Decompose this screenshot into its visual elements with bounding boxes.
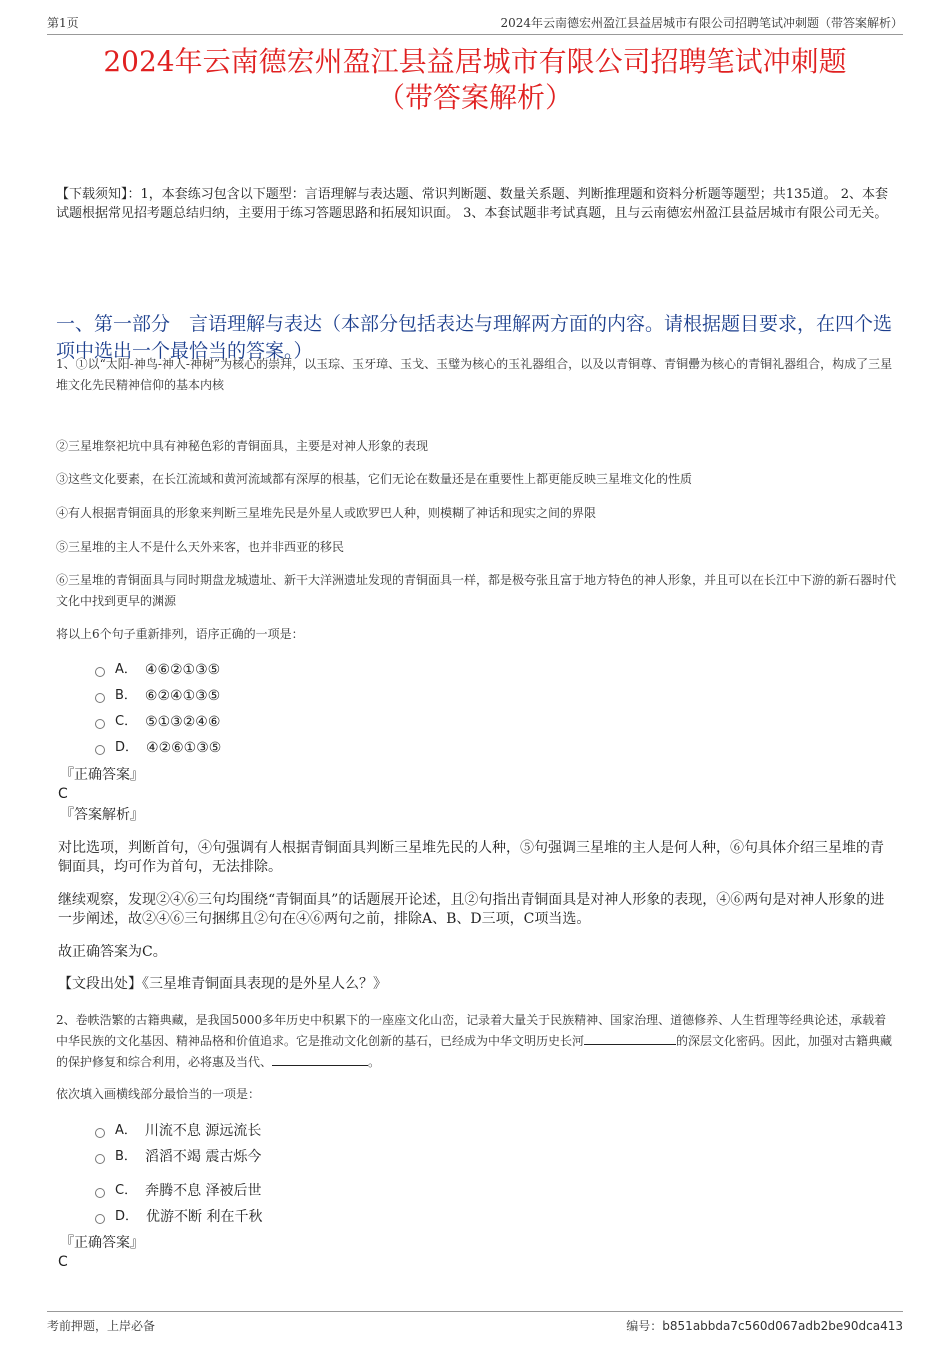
q1-sentence-5: ⑤三星堆的主人不是什么天外来客，也并非西亚的移民 <box>56 540 345 554</box>
q1-explanation-1: 对比选项，判断首句，④句强调有人根据青铜面具判断三星堆先民的人种，⑤句强调三星堆的主人是何人种，⑥句具体介绍三星堆的青铜面具，均可作为首句，无法排除。 <box>58 840 884 875</box>
option-text: ④⑥②①③⑤ <box>144 662 221 678</box>
q2-option-b[interactable] <box>95 1148 261 1166</box>
radio-icon[interactable] <box>95 693 105 703</box>
title-line-2: （带答案解析） <box>376 81 573 114</box>
option-text: 奔腾不息 泽被后世 <box>145 1183 262 1199</box>
radio-icon[interactable] <box>95 667 105 677</box>
option-letter: A． <box>115 1123 137 1138</box>
q1-analysis-label: 『答案解析』 <box>60 807 144 823</box>
page-header <box>47 14 903 35</box>
q1-sentence-3: ③这些文化要素，在长江流域和黄河流域都有深厚的根基，它们无论在数量还是在重要性上都更能反映三星堆文化的性质 <box>56 472 693 486</box>
option-letter: A． <box>115 662 137 677</box>
q1-prompt: 将以上6个句子重新排列，语序正确的一项是： <box>56 627 304 641</box>
option-letter: C． <box>115 714 138 729</box>
q2-stem-part-1: 2、卷帙浩繁的古籍典藏，是我国5000多年历史中积累下的一座座文化山峦，记录着大量关于民族精神、国家治理、道德修养、人生哲理等经典论述，承载着中华民族的文化基因、精神品格和价值追求。它是推动文化创新的基石，已经成为中华文明历史长河 <box>56 1013 887 1048</box>
q2-blank-1 <box>584 1032 676 1045</box>
option-letter: D． <box>115 1209 139 1224</box>
q1-sentence-6: ⑥三星堆的青铜面具与同时期盘龙城遗址、新干大洋洲遗址发现的青铜面具一样，都是极夸张且富于地方特色的神人形象，并且可以在长江中下游的新石器时代文化中找到更早的渊源 <box>56 573 897 608</box>
q1-source: 【文段出处】《三星堆青铜面具表现的是外星人么？》 <box>58 976 387 992</box>
q2-blank-2 <box>272 1053 368 1066</box>
q2-stem <box>56 1010 898 1073</box>
radio-icon[interactable] <box>95 719 105 729</box>
page-footer <box>47 1311 903 1334</box>
q2-stem-part-3: 。 <box>368 1055 381 1069</box>
radio-icon[interactable] <box>95 745 105 755</box>
radio-icon[interactable] <box>95 1128 105 1138</box>
q1-sentence-1: 1、①以“太阳-神鸟-神人-神树”为核心的崇拜，以玉琮、玉牙璋、玉戈、玉璧为核心的玉礼器组合，以及以青铜尊、青铜罍为核心的青铜礼器组合，构成了三星堆文化先民精神信仰的基本内核 <box>56 357 893 392</box>
radio-icon[interactable] <box>95 1188 105 1198</box>
q1-option-d[interactable] <box>95 739 221 757</box>
option-text: 优游不断 利在千秋 <box>146 1209 263 1225</box>
section-heading: 一、第一部分 言语理解与表达（本部分包括表达与理解两方面的内容。请根据题目要求，在四个选项中选出一个最恰当的答案。） <box>56 313 893 362</box>
q2-answer-label: 『正确答案』 <box>60 1235 144 1251</box>
footer-code-label: 编号： <box>626 1319 663 1333</box>
q1-explanation-2: 继续观察，发现②④⑥三句均围绕“青铜面具”的话题展开论述，且②句指出青铜面具是对神人形象的表现，④⑥两句是对神人形象的进一步阐述，故②④⑥三句捆绑且②句在④⑥两句之前，排除A、B、D三项，C项当选。 <box>58 892 885 927</box>
q1-answer-label: 『正确答案』 <box>60 767 144 783</box>
download-notice: 【下载须知】：1，本套练习包含以下题型：言语理解与表达题、常识判断题、数量关系题、判断推理题和资料分析题等题型；共135道。 2、本套试题根据常见招考题总结归纳，主要用于练习答题思路和拓展知识面。 3、本套试题非考试真题，且与云南德宏州盈江县益居城市有限公司无关。 <box>56 187 888 221</box>
option-text: ⑤①③②④⑥ <box>145 714 221 730</box>
q1-sentence-2: ②三星堆祭祀坑中具有神秘色彩的青铜面具，主要是对神人形象的表现 <box>56 439 429 453</box>
option-text: ④②⑥①③⑤ <box>146 740 222 756</box>
q1-explanation-3: 故正确答案为C。 <box>58 944 167 960</box>
footer-code-block <box>626 1317 903 1334</box>
page-number: 第1页 <box>47 16 79 30</box>
q1-option-a[interactable] <box>95 661 220 679</box>
title-line-1: 2024年云南德宏州盈江县益居城市有限公司招聘笔试冲刺题 <box>103 45 847 78</box>
option-letter: B． <box>115 1149 137 1164</box>
q2-option-c[interactable] <box>95 1182 262 1200</box>
option-letter: C． <box>115 1183 138 1198</box>
radio-icon[interactable] <box>95 1154 105 1164</box>
header-doc-title: 2024年云南德宏州盈江县益居城市有限公司招聘笔试冲刺题（带答案解析） <box>500 16 903 30</box>
option-text: 川流不息 源远流长 <box>144 1123 262 1139</box>
q1-option-b[interactable] <box>95 687 220 705</box>
q2-answer: C <box>58 1254 68 1270</box>
radio-icon[interactable] <box>95 1214 105 1224</box>
option-text: 滔滔不竭 震古烁今 <box>144 1149 262 1165</box>
q2-option-d[interactable] <box>95 1208 262 1226</box>
q1-answer: C <box>58 786 68 802</box>
q2-option-a[interactable] <box>95 1122 261 1140</box>
option-letter: B． <box>115 688 137 703</box>
q1-option-c[interactable] <box>95 713 220 731</box>
option-letter: D． <box>115 740 139 755</box>
option-text: ⑥②④①③⑤ <box>144 688 221 704</box>
q2-prompt: 依次填入画横线部分最恰当的一项是： <box>56 1087 261 1101</box>
q1-sentence-4: ④有人根据青铜面具的形象来判断三星堆先民是外星人或欧罗巴人种，则模糊了神话和现实之间的界限 <box>56 506 597 520</box>
footer-code: b851abbda7c560d067adb2be90dca413 <box>662 1319 903 1333</box>
footer-slogan: 考前押题，上岸必备 <box>47 1319 156 1333</box>
document-title <box>40 44 910 116</box>
q2-stem-part-2: 的深层文化密码。因此，加强对古籍典藏的保护修复和综合利用，必将惠及当代、 <box>56 1034 893 1069</box>
